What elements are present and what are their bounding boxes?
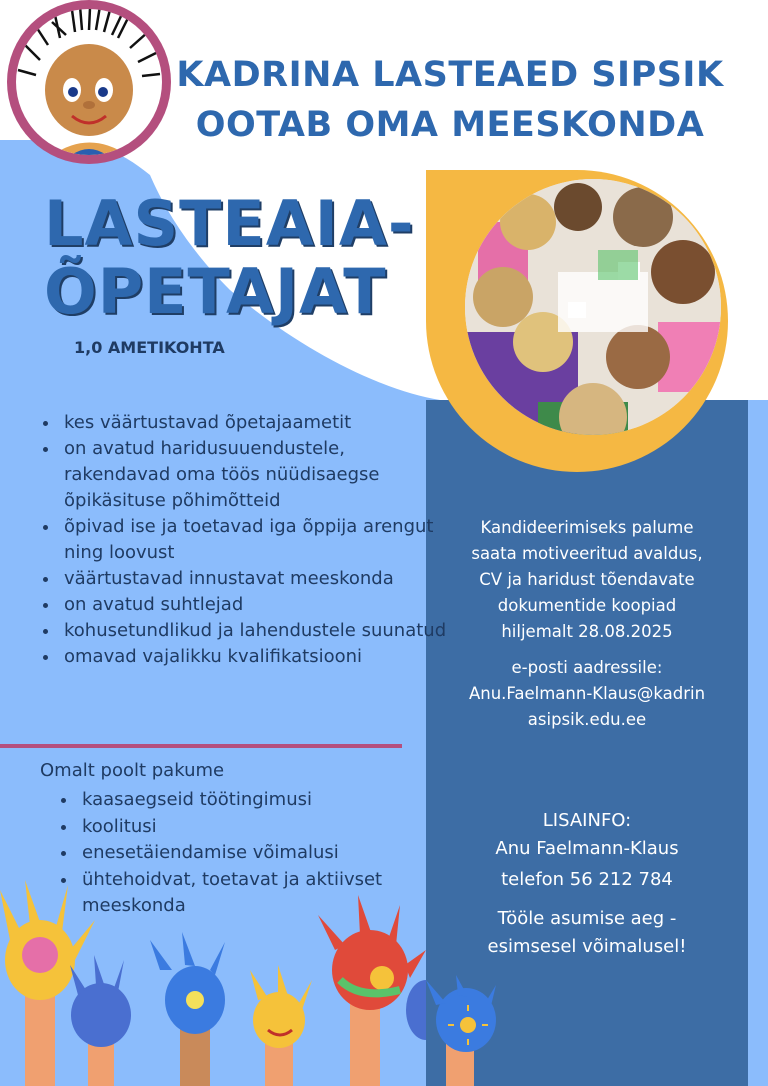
header-line-2: OOTAB OMA MEESKONDA — [195, 105, 705, 145]
requirement-item: • on avatud suhtlejad — [60, 592, 450, 618]
positions-count: 1,0 AMETIKOHTA — [74, 338, 225, 357]
requirement-item: • väärtustavad innustavat meeskonda — [60, 566, 450, 592]
requirements-list — [30, 410, 450, 670]
offer-item: • kaasaegseid töötingimusi — [78, 787, 438, 814]
job-title — [44, 187, 415, 328]
start-date-note: Tööle asumise aeg - esimsesel võimalusel! — [487, 908, 687, 957]
children-photo — [418, 162, 736, 480]
offer-item: • ühtehoidvat, toetavat ja aktiivset meeskonda — [78, 867, 438, 920]
section-divider — [0, 744, 402, 748]
email-label: e-posti aadressile: — [511, 658, 663, 677]
contact-name: Anu Faelmann-Klaus — [495, 838, 679, 859]
email-address[interactable]: Anu.Faelmann-Klaus@kadrinasipsik.edu.ee — [468, 684, 706, 729]
job-title-line-1: LASTEAIA- — [44, 187, 415, 260]
offer-title: Omalt poolt pakume — [40, 760, 225, 781]
application-text: Kandideerimiseks palume saata motiveeritud avaldus, CV ja haridust tõendavate dokumentide koopiad hiljemalt 28.08.2025 — [471, 518, 703, 641]
requirement-item: • õpivad ise ja toetavad iga õppija arengut ning loovust — [60, 514, 450, 566]
requirement-item: • on avatud haridusuuendustele, rakendavad oma töös nüüdisaegse õpikäsituse põhimõtteid — [60, 436, 450, 514]
contact-phone: telefon 56 212 784 — [501, 869, 673, 890]
requirement-item: • omavad vajalikku kvalifikatsiooni — [60, 644, 450, 670]
requirement-item: • kes väärtustavad õpetajaametit — [60, 410, 450, 436]
job-title-line-2: ÕPETAJAT — [44, 255, 387, 328]
kindergarten-header — [150, 50, 750, 150]
painted-hands-illustration — [0, 870, 426, 1086]
header-line-1: KADRINA LASTEAED SIPSIK — [176, 55, 724, 95]
requirement-item: • kohusetundlikud ja lahendustele suunatud — [60, 618, 450, 644]
offer-item: • enesetäiendamise võimalusi — [78, 840, 438, 867]
info-title: LISAINFO: — [542, 810, 632, 831]
painted-hand-sun-icon — [426, 975, 536, 1086]
offer-item: • koolitusi — [78, 814, 438, 841]
